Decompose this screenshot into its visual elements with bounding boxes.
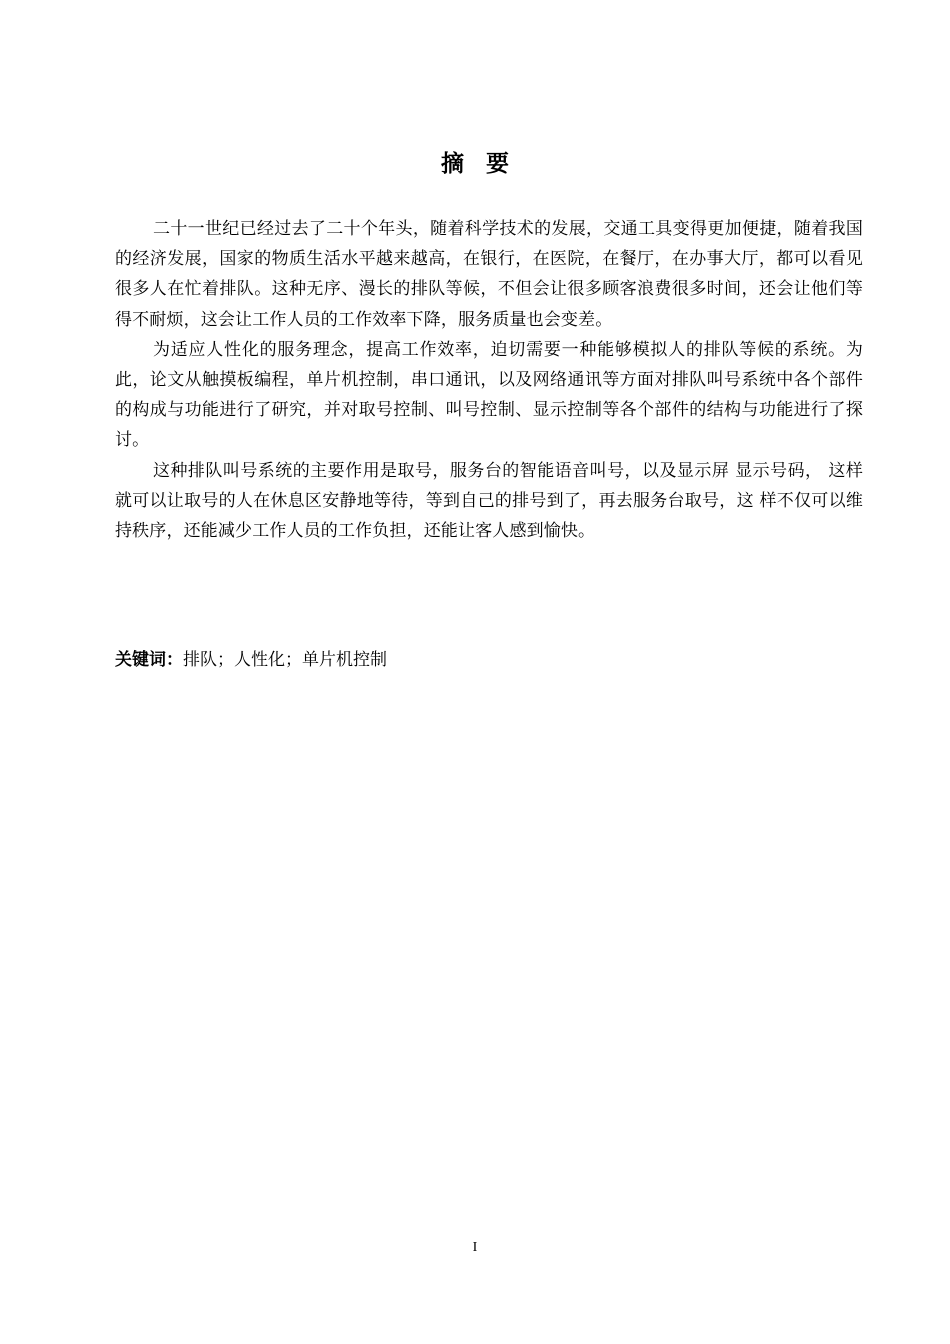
keywords-line: [115, 645, 863, 675]
abstract-paragraph-2: 为适应人性化的服务理念，提高工作效率，迫切需要一种能够模拟人的排队等候的系统。为此，论文从触摸板编程，单片机控制，串口通讯，以及网络通讯等方面对排队叫号系统中各个部件的构成与功能进行了研究，并对取号控制、叫号控制、显示控制等各个部件的结构与功能进行了探讨。: [115, 339, 863, 451]
page-title: 摘要: [441, 151, 531, 177]
abstract-paragraph-1: 二十一世纪已经过去了二十个年头，随着科学技术的发展，交通工具变得更加便捷，随着我国的经济发展，国家的物质生活水平越来越高，在银行，在医院，在餐厅，在办事大厅，都可以看见很多人在忙着排队。这种无序、漫长的排队等候，不但会让很多顾客浪费很多时间，还会让他们等得不耐烦，这会让工作人员的工作效率下降，服务质量也会变差。: [115, 219, 863, 330]
keywords-label: 关键词：: [115, 650, 183, 670]
page-number: I: [472, 1240, 478, 1255]
keywords-value: 排队；人性化；单片机控制: [183, 650, 387, 670]
abstract-body: [115, 214, 863, 546]
abstract-paragraph-3: 这种排队叫号系统的主要作用是取号，服务台的智能语音叫号，以及显示屏 显示号码， 这样就可以让取号的人在休息区安静地等待，等到自己的排号到了，再去服务台取号，这 样不仅可以维持秩序，还能减少工作人员的工作负担，还能让客人感到愉快。: [115, 460, 863, 542]
